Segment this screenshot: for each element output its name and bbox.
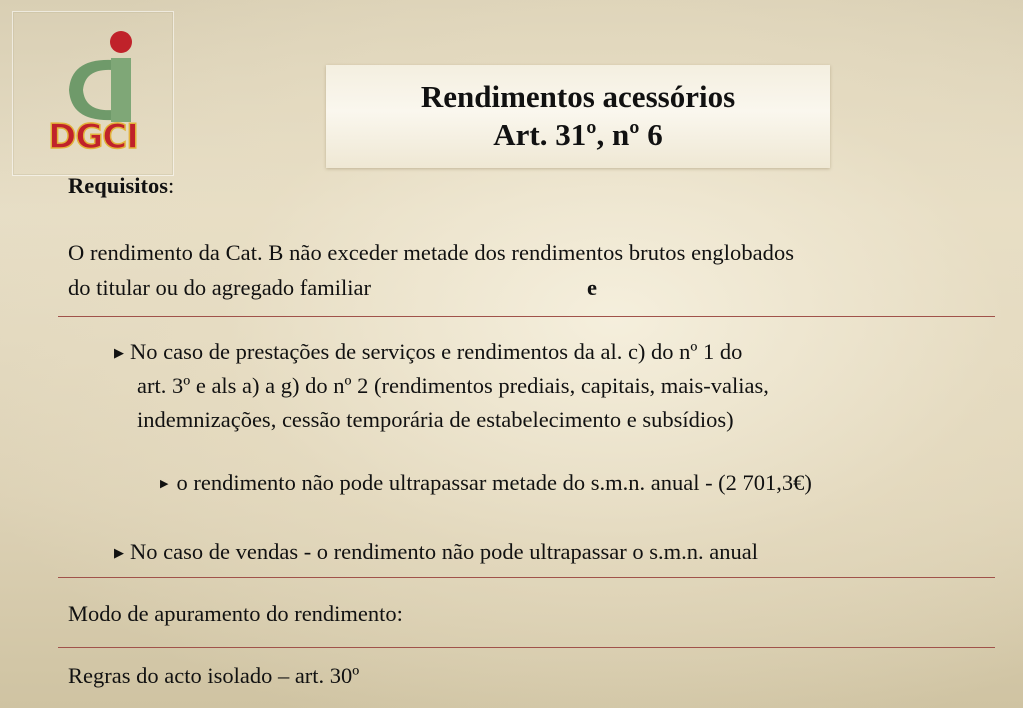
paragraph-line-2: do titular ou do agregado familiar xyxy=(68,275,372,300)
dgci-logo xyxy=(12,11,174,176)
modo-apuramento: Modo de apuramento do rendimento: xyxy=(68,601,403,626)
title-line-1: Rendimentos acessórios xyxy=(420,79,736,114)
logo-c-icon xyxy=(69,60,113,120)
bullet-1-line-3: indemnizações, cessão temporária de estabelecimento e subsídios) xyxy=(137,407,734,432)
divider-2 xyxy=(58,577,995,578)
bullet-1-line-2: art. 3º e als a) a g) do nº 2 (rendimentos prediais, capitais, mais-valias, xyxy=(137,373,769,398)
sub-bullet-text: o rendimento não pode ultrapassar metade do s.m.n. anual - (2 701,3€) xyxy=(176,470,812,495)
sub-bullet xyxy=(160,466,812,503)
paragraph-bold-e: e xyxy=(587,275,597,300)
sub-bullet-arrow-icon: ▶ xyxy=(160,477,169,490)
logo-i-icon xyxy=(111,58,131,122)
divider-1 xyxy=(58,316,995,317)
logo-text: DGCI xyxy=(48,117,138,157)
dgci-logo-graphic xyxy=(13,12,173,175)
bullet-2 xyxy=(114,535,758,572)
bullet-arrow-icon: ▶ xyxy=(114,546,124,561)
logo-dot-icon xyxy=(110,31,132,53)
regras-acto-isolado: Regras do acto isolado – art. 30º xyxy=(68,663,360,688)
requisitos-colon: : xyxy=(168,173,175,198)
divider-3 xyxy=(58,647,995,648)
bullet-2-text: No caso de vendas - o rendimento não pode ultrapassar o s.m.n. anual xyxy=(130,539,758,564)
bullet-arrow-icon: ▶ xyxy=(114,346,124,361)
bullet-1-line-1 xyxy=(114,335,742,372)
paragraph-line-1: O rendimento da Cat. B não exceder metade dos rendimentos brutos englobados xyxy=(68,240,795,265)
slide-title xyxy=(326,65,830,168)
bullet-1-text-1: No caso de prestações de serviços e rendimentos da al. c) do nº 1 do xyxy=(130,339,743,364)
title-line-2: Art. 31º, nº 6 xyxy=(493,117,663,152)
requisitos-label: Requisitos xyxy=(68,173,169,198)
requisitos-heading xyxy=(68,169,174,202)
